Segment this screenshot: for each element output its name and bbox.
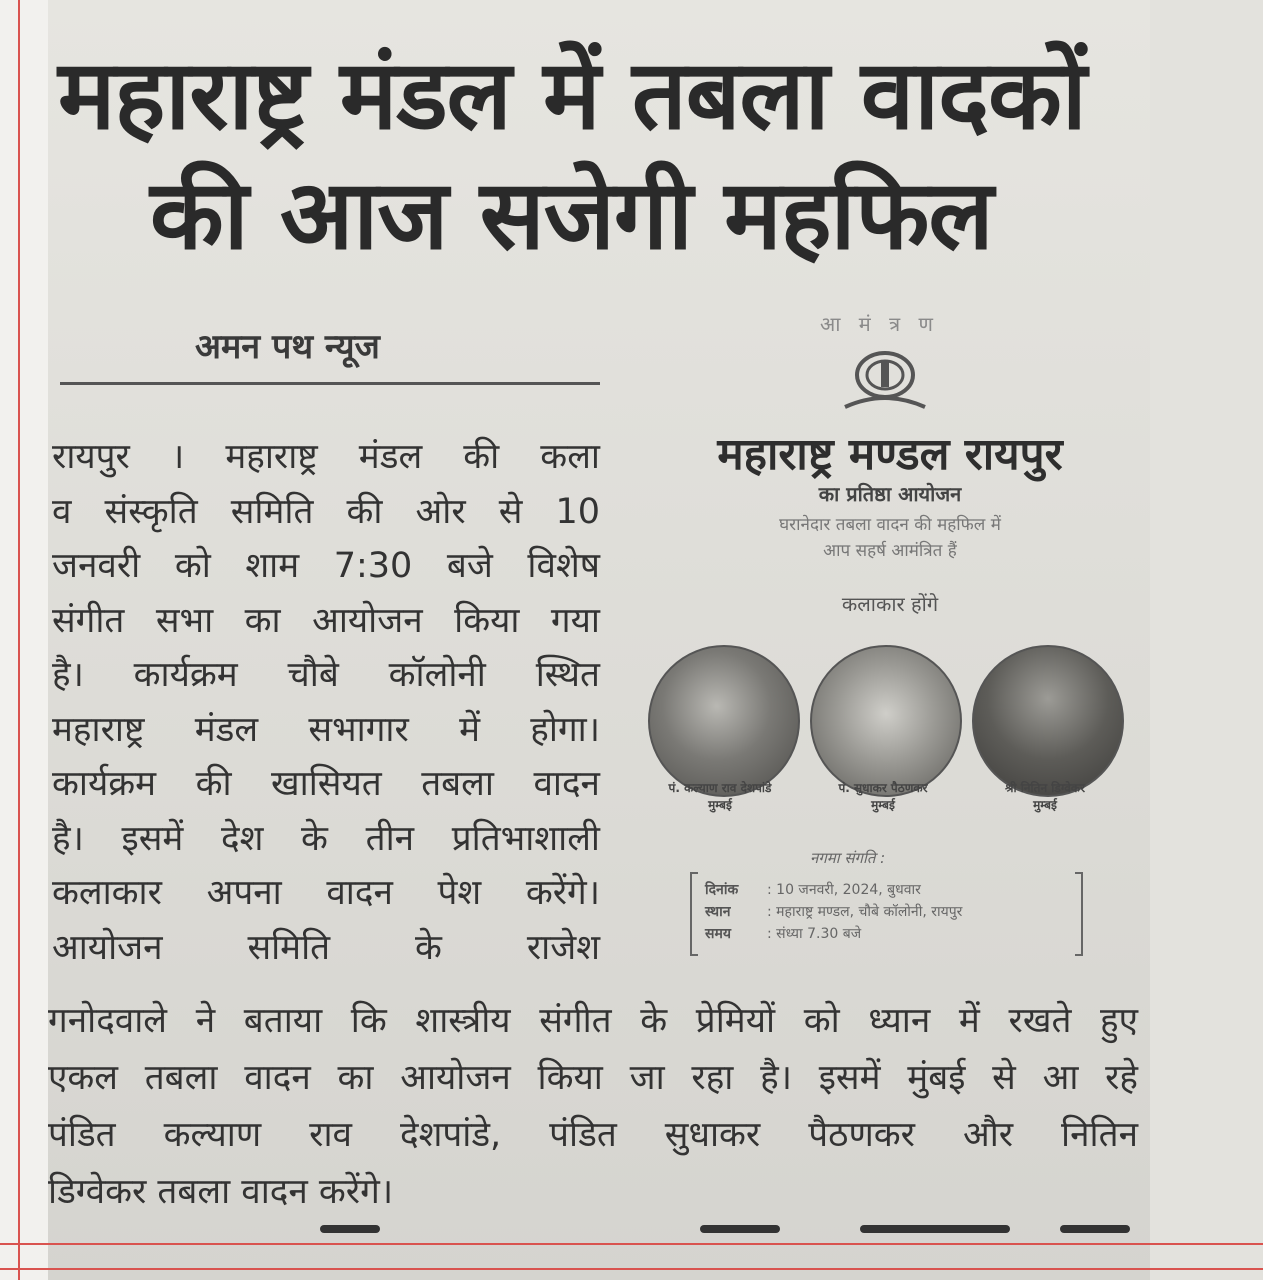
article-line: रायपुर । महाराष्ट्र मंडल की कला	[52, 437, 600, 477]
artist-photo-1	[648, 645, 800, 797]
invitation-title: महाराष्ट्र मण्डल रायपुर	[717, 429, 1063, 480]
detail-label: स्थान	[705, 904, 731, 920]
article-line: कार्यक्रम की खासियत तबला वादन	[52, 764, 600, 804]
article-full-width-text	[48, 993, 1138, 1221]
artist-name: पं. कल्याण राव देशपांडे	[668, 781, 772, 795]
article-line: कलाकार अपना वादन पेश करेंगे।	[52, 873, 600, 913]
cut-off-next-article	[300, 1215, 1150, 1243]
detail-value: : 10 जनवरी, 2024, बुधवार	[767, 882, 921, 898]
article-line: एकल तबला वादन का आयोजन किया जा रहा है। इसमें मुंबई से आ रहे	[48, 1058, 1138, 1098]
artist-name: पं. सुधाकर पैठणकर	[838, 781, 928, 795]
headline-line-2: की आज सजेगी महफिल	[150, 159, 993, 271]
artist-city: मुम्बई	[871, 798, 895, 812]
detail-label: समय	[705, 926, 731, 942]
detail-value: : संध्या 7.30 बजे	[767, 926, 862, 942]
page-margin-left	[0, 0, 48, 1280]
article-line: जनवरी को शाम 7:30 बजे विशेष	[52, 546, 600, 586]
artist-name: श्री नितिन डिग्वेकर	[1004, 781, 1086, 795]
artists-heading: कलाकार होंगे	[841, 592, 939, 616]
byline: अमन पथ न्यूज	[195, 327, 380, 367]
article-line: डिग्वेकर तबला वादन करेंगे।	[48, 1172, 394, 1212]
red-margin-line	[18, 0, 20, 1280]
detail-value: : महाराष्ट्र मण्डल, चौबे कॉलोनी, रायपुर	[767, 904, 963, 920]
article-line: व संस्कृति समिति की ओर से 10	[52, 491, 600, 532]
artist-city: मुम्बई	[1033, 798, 1057, 812]
artist-city: मुम्बई	[708, 798, 732, 812]
artist-caption-2	[798, 780, 968, 814]
headline-line-1: महाराष्ट्र मंडल में तबला वादकों	[58, 39, 1086, 151]
red-bottom-line	[0, 1243, 1263, 1245]
artist-photo-2	[810, 645, 962, 797]
detail-time	[705, 924, 1105, 943]
details-bracket-left	[690, 872, 698, 956]
article-line: है। इसमें देश के तीन प्रतिभाशाली	[52, 818, 600, 859]
detail-label: दिनांक	[705, 882, 739, 898]
artist-caption-1	[635, 780, 805, 814]
detail-date	[705, 880, 1105, 899]
article-column-text	[52, 430, 600, 975]
artist-photo-3	[972, 645, 1124, 797]
invitation-line-2: आप सहर्ष आमंत्रित हैं	[823, 541, 957, 561]
invitation-top-label: आ मं त्र ण	[820, 312, 939, 336]
byline-rule	[60, 382, 600, 385]
article-line: गनोदवाले ने बताया कि शास्त्रीय संगीत के प्रेमियों को ध्यान में रखते हुए	[48, 1001, 1138, 1041]
article-line: है। कार्यक्रम चौबे कॉलोनी स्थित	[52, 655, 600, 695]
red-bottom-line-2	[0, 1268, 1263, 1270]
invitation-card	[630, 300, 1150, 980]
article-line: महाराष्ट्र मंडल सभागार में होगा।	[52, 709, 600, 750]
invitation-line-1: घरानेदार तबला वादन की महफिल में	[779, 515, 1001, 535]
article-line: संगीत सभा का आयोजन किया गया	[52, 600, 600, 641]
article-line: आयोजन समिति के राजेश	[52, 927, 600, 968]
article-line: पंडित कल्याण राव देशपांडे, पंडित सुधाकर पैठणकर और नितिन	[48, 1115, 1138, 1155]
mandal-logo-icon	[835, 345, 935, 415]
invitation-subtitle: का प्रतिष्ठा आयोजन	[818, 482, 962, 506]
artist-caption-3	[960, 780, 1130, 814]
detail-venue	[705, 902, 1105, 921]
details-heading: नगमा संगति :	[810, 849, 886, 867]
